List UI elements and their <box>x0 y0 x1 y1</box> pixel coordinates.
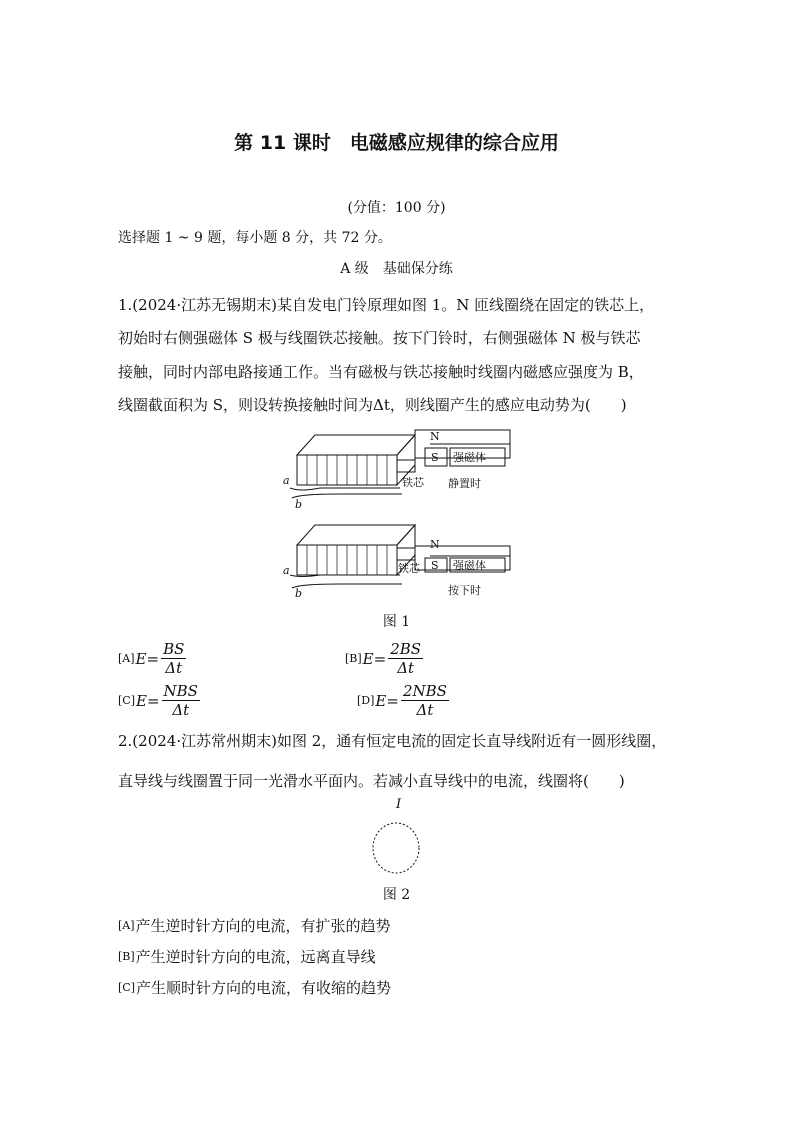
label-a: a <box>283 474 290 487</box>
option-label: [B] <box>118 950 135 963</box>
option-text: 产生逆时针方向的电流，远离直导线 <box>135 948 376 966</box>
q2-option-b[interactable] <box>118 946 376 967</box>
option-label: [B] <box>345 652 362 665</box>
q1-line: 接触，同时内部电路接通工作。当有磁极与铁芯接触时线圈内磁感应强度为 B， <box>118 363 644 381</box>
label-magnet: 强磁体 <box>453 451 486 464</box>
option-label: [A] <box>118 919 135 932</box>
label-n: N <box>430 538 440 551</box>
option-text: 产生逆时针方向的电流，有扩张的趋势 <box>135 917 391 935</box>
option-lhs: E= <box>375 691 399 710</box>
label-core: 铁芯 <box>398 562 420 575</box>
option-lhs: E= <box>362 649 387 668</box>
figure-2-circle-coil <box>360 795 440 880</box>
figure-2-caption: 图 2 <box>382 887 411 903</box>
option-label: [C] <box>118 694 135 707</box>
q2-line: 直导线与线圈置于同一光滑水平面内。若减小直导线中的电流，线圈将( ) <box>118 772 625 790</box>
section-level: A 级 基础保分练 <box>340 261 453 277</box>
option-label: [A] <box>118 652 135 665</box>
numerator: 2BS <box>390 640 422 658</box>
numerator: 2NBS <box>402 682 447 700</box>
q2-option-c[interactable] <box>118 977 391 998</box>
numerator: BS <box>163 640 185 658</box>
current-label: I <box>396 797 402 812</box>
q2-option-a[interactable] <box>118 915 391 936</box>
denominator: Δt <box>416 701 434 719</box>
label-a: a <box>283 564 290 577</box>
numerator: NBS <box>163 682 198 700</box>
option-label: [D] <box>357 694 375 707</box>
score-note: (分值：100 分) <box>347 200 446 216</box>
q1-option-d[interactable] <box>357 682 449 719</box>
denominator: Δt <box>172 701 190 719</box>
q1-line: 1.(2024·江苏无锡期末)某自发电门铃原理如图 1。N 匝线圈绕在固定的铁芯上， <box>118 296 655 314</box>
denominator: Δt <box>397 659 415 677</box>
label-core: 铁芯 <box>402 476 424 489</box>
q1-option-a[interactable] <box>118 640 186 677</box>
instructions: 选择题 1 ~ 9 题，每小题 8 分，共 72 分。 <box>118 230 392 246</box>
label-s: S <box>431 451 439 464</box>
q1-line: 初始时右侧强磁体 S 极与线圈铁芯接触。按下门铃时，右侧强磁体 N 极与铁芯 <box>118 329 641 347</box>
denominator: Δt <box>165 659 183 677</box>
label-magnet: 强磁体 <box>453 559 486 572</box>
option-label: [C] <box>118 981 135 994</box>
q1-line: 线圈截面积为 S，则设转换接触时间为Δt，则线圈产生的感应电动势为( ) <box>118 396 627 414</box>
label-s: S <box>431 559 439 572</box>
label-b: b <box>295 498 303 511</box>
q2-line: 2.(2024·江苏常州期末)如图 2，通有恒定电流的固定长直导线附近有一圆形线圈， <box>118 732 667 750</box>
option-text: 产生顺时针方向的电流，有收缩的趋势 <box>136 979 392 997</box>
figure-1-caption: 图 1 <box>382 614 411 630</box>
label-state-pressed: 按下时 <box>448 584 481 597</box>
label-state-still: 静置时 <box>448 477 481 490</box>
page-title: 第 11 课时 电磁感应规律的综合应用 <box>234 132 559 154</box>
figure-1-doorbell <box>280 420 520 600</box>
label-n: N <box>430 430 440 443</box>
option-lhs: E= <box>136 691 160 710</box>
q1-option-c[interactable] <box>118 682 200 719</box>
coil-pressed <box>290 525 510 588</box>
option-lhs: E= <box>135 649 160 668</box>
label-b: b <box>295 587 303 600</box>
q1-option-b[interactable] <box>345 640 423 677</box>
